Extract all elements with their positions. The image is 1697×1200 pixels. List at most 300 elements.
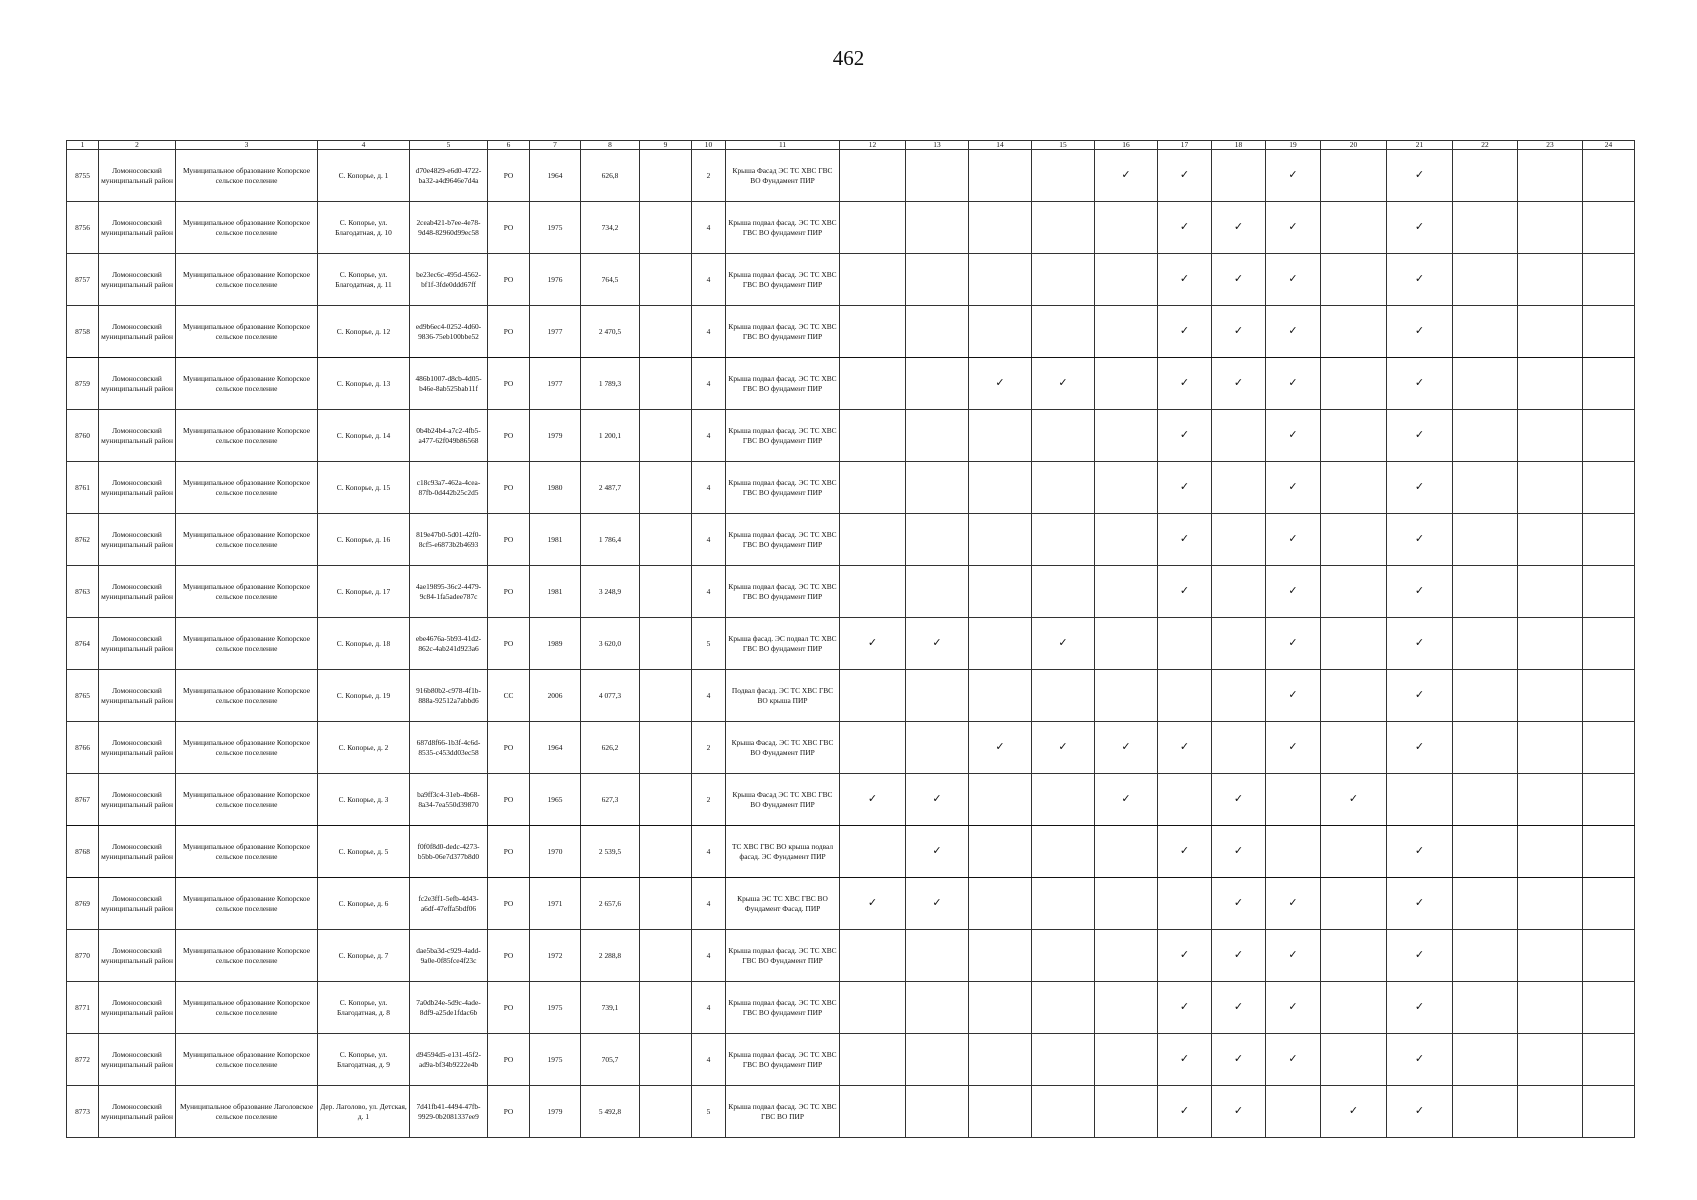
check-cell — [1158, 826, 1212, 878]
table-row — [67, 150, 1635, 202]
municipality-cell: Муниципальное образование Копорское сельское поселение — [176, 930, 318, 982]
works-cell: Крыша подвал фасад. ЭС ТС ХВС ГВС ВО фундамент ПИР — [726, 1034, 840, 1086]
check-cell — [1212, 306, 1266, 358]
municipality-cell: Муниципальное образование Копорское сельское поселение — [176, 462, 318, 514]
check-cell — [1518, 514, 1583, 566]
check-cell — [1387, 410, 1453, 462]
check-cell — [840, 1086, 906, 1138]
municipality-cell: Муниципальное образование Копорское сельское поселение — [176, 410, 318, 462]
table-row — [67, 826, 1635, 878]
year-cell: 1972 — [530, 930, 581, 982]
check-cell — [1095, 1034, 1158, 1086]
check-cell — [1095, 1086, 1158, 1138]
floors-cell: 4 — [692, 878, 726, 930]
check-mark-icon: ✓ — [1288, 637, 1298, 650]
check-cell — [1266, 358, 1321, 410]
year-cell: 1970 — [530, 826, 581, 878]
check-cell — [1583, 618, 1635, 670]
check-cell — [1158, 670, 1212, 722]
check-mark-icon: ✓ — [1058, 637, 1068, 650]
check-cell — [840, 358, 906, 410]
type-cell: РО — [488, 306, 530, 358]
address-cell: С. Копорье, ул. Благодатная, д. 11 — [318, 254, 410, 306]
check-cell — [1453, 566, 1518, 618]
check-cell — [1095, 722, 1158, 774]
check-cell — [1032, 774, 1095, 826]
column-number: 15 — [1032, 141, 1095, 150]
check-mark-icon: ✓ — [1414, 273, 1425, 286]
check-cell — [1095, 254, 1158, 306]
municipality-cell: Муниципальное образование Копорское сельское поселение — [176, 566, 318, 618]
check-cell — [840, 306, 906, 358]
year-cell: 1964 — [530, 150, 581, 202]
works-cell: Крыша подвал фасад. ЭС ТС ХВС ГВС ВО фундамент ПИР — [726, 358, 840, 410]
check-cell — [906, 358, 969, 410]
check-cell — [969, 722, 1032, 774]
district-cell: Ломоносовский муниципальный район — [99, 202, 176, 254]
column-9-cell — [640, 930, 692, 982]
column-9-cell — [640, 566, 692, 618]
check-mark-icon: ✓ — [1179, 1105, 1190, 1118]
column-number: 23 — [1518, 141, 1583, 150]
check-mark-icon: ✓ — [995, 741, 1005, 754]
row-number: 8767 — [67, 774, 99, 826]
municipality-cell: Муниципальное образование Копорское сельское поселение — [176, 202, 318, 254]
check-cell — [1032, 202, 1095, 254]
floors-cell: 4 — [692, 306, 726, 358]
area-cell: 764,5 — [581, 254, 640, 306]
check-cell — [1158, 1034, 1212, 1086]
column-number: 19 — [1266, 141, 1321, 150]
district-cell: Ломоносовский муниципальный район — [99, 826, 176, 878]
check-mark-icon: ✓ — [1414, 169, 1425, 182]
check-cell — [969, 826, 1032, 878]
check-cell — [1518, 930, 1583, 982]
municipality-cell: Муниципальное образование Копорское сельское поселение — [176, 618, 318, 670]
check-cell — [1321, 358, 1387, 410]
row-number: 8773 — [67, 1086, 99, 1138]
year-cell: 1981 — [530, 514, 581, 566]
table-row — [67, 878, 1635, 930]
type-cell: РО — [488, 930, 530, 982]
floors-cell: 5 — [692, 1086, 726, 1138]
area-cell: 627,3 — [581, 774, 640, 826]
check-mark-icon: ✓ — [1414, 1105, 1425, 1118]
check-cell — [1095, 358, 1158, 410]
check-cell — [1095, 410, 1158, 462]
check-cell — [1387, 670, 1453, 722]
check-mark-icon: ✓ — [1288, 429, 1298, 442]
check-mark-icon: ✓ — [1121, 169, 1131, 182]
check-cell — [969, 462, 1032, 514]
address-cell: С. Копорье, д. 5 — [318, 826, 410, 878]
row-number: 8766 — [67, 722, 99, 774]
check-cell — [1583, 670, 1635, 722]
type-cell: РО — [488, 566, 530, 618]
check-cell — [1032, 306, 1095, 358]
guid-cell: 2ceab421-b7ee-4e78-9d48-82960d99ec58 — [410, 202, 488, 254]
check-cell — [1266, 774, 1321, 826]
check-mark-icon: ✓ — [1288, 325, 1298, 338]
housing-register-table — [66, 140, 1635, 1138]
municipality-cell: Муниципальное образование Копорское сельское поселение — [176, 306, 318, 358]
table-row — [67, 202, 1635, 254]
check-cell — [1266, 462, 1321, 514]
column-number: 16 — [1095, 141, 1158, 150]
column-number: 13 — [906, 141, 969, 150]
area-cell: 3 248,9 — [581, 566, 640, 618]
year-cell: 1965 — [530, 774, 581, 826]
type-cell: РО — [488, 358, 530, 410]
check-cell — [840, 514, 906, 566]
check-cell — [906, 774, 969, 826]
check-cell — [1321, 1086, 1387, 1138]
check-cell — [969, 618, 1032, 670]
check-cell — [1518, 306, 1583, 358]
table-row — [67, 514, 1635, 566]
check-mark-icon: ✓ — [1414, 1053, 1425, 1066]
check-cell — [906, 566, 969, 618]
area-cell: 4 077,3 — [581, 670, 640, 722]
check-cell — [906, 202, 969, 254]
check-cell — [906, 462, 969, 514]
column-number: 21 — [1387, 141, 1453, 150]
check-cell — [1321, 150, 1387, 202]
check-mark-icon: ✓ — [932, 793, 942, 806]
check-mark-icon: ✓ — [1288, 897, 1298, 910]
check-cell — [1158, 930, 1212, 982]
check-cell — [906, 670, 969, 722]
column-number-row — [67, 141, 1635, 150]
check-cell — [969, 514, 1032, 566]
column-9-cell — [640, 514, 692, 566]
column-number: 22 — [1453, 141, 1518, 150]
table-row — [67, 722, 1635, 774]
column-number: 4 — [318, 141, 410, 150]
check-cell — [1032, 410, 1095, 462]
check-mark-icon: ✓ — [1414, 325, 1425, 338]
check-cell — [840, 618, 906, 670]
municipality-cell: Муниципальное образование Копорское сельское поселение — [176, 150, 318, 202]
column-number: 7 — [530, 141, 581, 150]
check-cell — [1518, 150, 1583, 202]
check-cell — [1453, 1034, 1518, 1086]
check-cell — [906, 982, 969, 1034]
address-cell: С. Копорье, д. 19 — [318, 670, 410, 722]
check-cell — [1212, 410, 1266, 462]
check-cell — [1518, 982, 1583, 1034]
type-cell: РО — [488, 1034, 530, 1086]
works-cell: ТС ХВС ГВС ВО крыша подвал фасад. ЭС Фундамент ПИР — [726, 826, 840, 878]
check-mark-icon: ✓ — [1414, 689, 1425, 702]
check-cell — [1266, 1086, 1321, 1138]
check-cell — [1095, 566, 1158, 618]
check-cell — [1212, 358, 1266, 410]
check-cell — [840, 254, 906, 306]
check-cell — [1266, 878, 1321, 930]
column-number: 3 — [176, 141, 318, 150]
address-cell: С. Копорье, ул. Благодатная, д. 9 — [318, 1034, 410, 1086]
check-cell — [1453, 826, 1518, 878]
type-cell: РО — [488, 202, 530, 254]
column-9-cell — [640, 410, 692, 462]
check-cell — [1583, 722, 1635, 774]
floors-cell: 4 — [692, 826, 726, 878]
works-cell: Подвал фасад. ЭС ТС ХВС ГВС ВО крыша ПИР — [726, 670, 840, 722]
district-cell: Ломоносовский муниципальный район — [99, 878, 176, 930]
check-cell — [1212, 150, 1266, 202]
check-cell — [1387, 618, 1453, 670]
area-cell: 1 200,1 — [581, 410, 640, 462]
check-mark-icon: ✓ — [1414, 741, 1425, 754]
check-mark-icon: ✓ — [1414, 377, 1425, 390]
district-cell: Ломоносовский муниципальный район — [99, 1034, 176, 1086]
check-cell — [1032, 566, 1095, 618]
check-cell — [840, 1034, 906, 1086]
check-mark-icon: ✓ — [1288, 169, 1298, 182]
check-cell — [1032, 618, 1095, 670]
district-cell: Ломоносовский муниципальный район — [99, 722, 176, 774]
check-cell — [1583, 150, 1635, 202]
column-number: 1 — [67, 141, 99, 150]
check-cell — [1212, 1086, 1266, 1138]
type-cell: РО — [488, 1086, 530, 1138]
check-cell — [1158, 202, 1212, 254]
check-cell — [1212, 254, 1266, 306]
works-cell: Крыша подвал фасад. ЭС ТС ХВС ГВС ВО фундамент ПИР — [726, 566, 840, 618]
district-cell: Ломоносовский муниципальный район — [99, 514, 176, 566]
check-mark-icon: ✓ — [1233, 793, 1244, 806]
check-cell — [1387, 358, 1453, 410]
address-cell: С. Копорье, д. 2 — [318, 722, 410, 774]
column-number: 5 — [410, 141, 488, 150]
check-mark-icon: ✓ — [1288, 481, 1298, 494]
check-mark-icon: ✓ — [1348, 1105, 1359, 1118]
type-cell: РО — [488, 254, 530, 306]
check-cell — [969, 150, 1032, 202]
check-cell — [1321, 722, 1387, 774]
address-cell: С. Копорье, д. 15 — [318, 462, 410, 514]
guid-cell: d94594d5-e131-45f2-ad9a-bf34b9222e4b — [410, 1034, 488, 1086]
check-mark-icon: ✓ — [1414, 897, 1425, 910]
column-number: 14 — [969, 141, 1032, 150]
check-cell — [906, 930, 969, 982]
floors-cell: 4 — [692, 410, 726, 462]
check-mark-icon: ✓ — [1414, 1001, 1425, 1014]
check-cell — [1583, 982, 1635, 1034]
address-cell: Дер. Лаголово, ул. Детская, д. 1 — [318, 1086, 410, 1138]
check-cell — [1321, 670, 1387, 722]
guid-cell: ebe4676a-5b93-41d2-862c-4ab241d923a6 — [410, 618, 488, 670]
check-mark-icon: ✓ — [867, 897, 878, 910]
check-cell — [1212, 878, 1266, 930]
check-mark-icon: ✓ — [1233, 949, 1244, 962]
works-cell: Крыша подвал фасад. ЭС ТС ХВС ГВС ВО фундамент ПИР — [726, 462, 840, 514]
address-cell: С. Копорье, д. 1 — [318, 150, 410, 202]
check-cell — [1518, 722, 1583, 774]
check-cell — [840, 826, 906, 878]
check-cell — [1518, 618, 1583, 670]
check-cell — [1518, 670, 1583, 722]
row-number: 8760 — [67, 410, 99, 462]
check-cell — [1266, 1034, 1321, 1086]
floors-cell: 4 — [692, 982, 726, 1034]
check-cell — [1387, 306, 1453, 358]
check-mark-icon: ✓ — [1288, 533, 1298, 546]
check-cell — [840, 878, 906, 930]
check-cell — [1321, 306, 1387, 358]
check-cell — [906, 1034, 969, 1086]
check-mark-icon: ✓ — [1121, 741, 1131, 754]
guid-cell: 7d41fb41-4494-47fb-9929-0b2081337ee9 — [410, 1086, 488, 1138]
check-cell — [1158, 774, 1212, 826]
check-mark-icon: ✓ — [1288, 949, 1298, 962]
check-cell — [969, 774, 1032, 826]
check-cell — [1387, 566, 1453, 618]
area-cell: 2 470,5 — [581, 306, 640, 358]
check-cell — [1032, 982, 1095, 1034]
district-cell: Ломоносовский муниципальный район — [99, 410, 176, 462]
check-cell — [969, 670, 1032, 722]
area-cell: 2 288,8 — [581, 930, 640, 982]
check-mark-icon: ✓ — [1058, 741, 1068, 754]
check-cell — [1321, 878, 1387, 930]
column-9-cell — [640, 670, 692, 722]
column-number: 9 — [640, 141, 692, 150]
address-cell: С. Копорье, д. 12 — [318, 306, 410, 358]
table-row — [67, 254, 1635, 306]
works-cell: Крыша фасад. ЭС подвал ТС ХВС ГВС ВО фундамент ПИР — [726, 618, 840, 670]
works-cell: Крыша подвал фасад. ЭС ТС ХВС ГВС ВО фундамент ПИР — [726, 254, 840, 306]
year-cell: 1976 — [530, 254, 581, 306]
floors-cell: 4 — [692, 566, 726, 618]
check-mark-icon: ✓ — [1233, 273, 1244, 286]
check-cell — [1212, 826, 1266, 878]
row-number: 8771 — [67, 982, 99, 1034]
column-9-cell — [640, 1034, 692, 1086]
check-mark-icon: ✓ — [1414, 481, 1425, 494]
address-cell: С. Копорье, д. 18 — [318, 618, 410, 670]
municipality-cell: Муниципальное образование Копорское сельское поселение — [176, 774, 318, 826]
column-number: 18 — [1212, 141, 1266, 150]
type-cell: РО — [488, 826, 530, 878]
check-cell — [1095, 826, 1158, 878]
district-cell: Ломоносовский муниципальный район — [99, 670, 176, 722]
check-cell — [1453, 774, 1518, 826]
check-cell — [906, 514, 969, 566]
check-cell — [840, 722, 906, 774]
type-cell: РО — [488, 982, 530, 1034]
municipality-cell: Муниципальное образование Копорское сельское поселение — [176, 982, 318, 1034]
works-cell: Крыша подвал фасад. ЭС ТС ХВС ГВС ВО Фундамент ПИР — [726, 930, 840, 982]
guid-cell: 486b1007-d8cb-4d05-b46e-8ab525bab11f — [410, 358, 488, 410]
check-mark-icon: ✓ — [1414, 221, 1425, 234]
guid-cell: 916b80b2-c978-4f1b-888a-92512a7abbd6 — [410, 670, 488, 722]
check-cell — [1518, 358, 1583, 410]
check-cell — [906, 410, 969, 462]
check-mark-icon: ✓ — [1179, 273, 1190, 286]
check-cell — [840, 462, 906, 514]
check-cell — [1387, 1086, 1453, 1138]
district-cell: Ломоносовский муниципальный район — [99, 358, 176, 410]
column-9-cell — [640, 358, 692, 410]
check-cell — [1453, 202, 1518, 254]
check-cell — [1518, 410, 1583, 462]
works-cell: Крыша подвал фасад. ЭС ТС ХВС ГВС ВО ПИР — [726, 1086, 840, 1138]
check-mark-icon: ✓ — [1414, 845, 1425, 858]
check-cell — [1032, 1034, 1095, 1086]
check-cell — [1387, 774, 1453, 826]
check-mark-icon: ✓ — [1179, 1001, 1190, 1014]
check-cell — [1032, 722, 1095, 774]
check-cell — [1158, 254, 1212, 306]
municipality-cell: Муниципальное образование Копорское сельское поселение — [176, 826, 318, 878]
column-number: 11 — [726, 141, 840, 150]
check-cell — [1321, 566, 1387, 618]
district-cell: Ломоносовский муниципальный район — [99, 1086, 176, 1138]
check-mark-icon: ✓ — [1288, 221, 1298, 234]
check-mark-icon: ✓ — [1179, 169, 1190, 182]
check-mark-icon: ✓ — [1288, 273, 1298, 286]
guid-cell: 4ae19895-36c2-4479-9c84-1fa5adee787c — [410, 566, 488, 618]
floors-cell: 5 — [692, 618, 726, 670]
check-mark-icon: ✓ — [1233, 1105, 1244, 1118]
table-row — [67, 774, 1635, 826]
check-cell — [1518, 202, 1583, 254]
address-cell: С. Копорье, д. 6 — [318, 878, 410, 930]
check-cell — [1321, 930, 1387, 982]
floors-cell: 4 — [692, 254, 726, 306]
check-mark-icon: ✓ — [1233, 377, 1244, 390]
check-mark-icon: ✓ — [1414, 533, 1425, 546]
check-mark-icon: ✓ — [1348, 793, 1359, 806]
works-cell: Крыша ЭС ТС ХВС ГВС ВО Фундамент Фасад. ПИР — [726, 878, 840, 930]
address-cell: С. Копорье, ул. Благодатная, д. 8 — [318, 982, 410, 1034]
check-cell — [1518, 878, 1583, 930]
column-9-cell — [640, 878, 692, 930]
check-cell — [1453, 150, 1518, 202]
check-cell — [1321, 514, 1387, 566]
district-cell: Ломоносовский муниципальный район — [99, 930, 176, 982]
check-cell — [1095, 150, 1158, 202]
year-cell: 1989 — [530, 618, 581, 670]
check-cell — [1583, 930, 1635, 982]
municipality-cell: Муниципальное образование Копорское сельское поселение — [176, 670, 318, 722]
check-cell — [969, 254, 1032, 306]
check-cell — [1158, 722, 1212, 774]
check-cell — [1158, 462, 1212, 514]
check-cell — [1032, 878, 1095, 930]
check-cell — [1266, 930, 1321, 982]
guid-cell: dae5ba3d-c929-4add-9a0e-0f85fce4f23c — [410, 930, 488, 982]
municipality-cell: Муниципальное образование Копорское сельское поселение — [176, 358, 318, 410]
type-cell: РО — [488, 514, 530, 566]
table-row — [67, 1034, 1635, 1086]
check-mark-icon: ✓ — [867, 793, 878, 806]
check-mark-icon: ✓ — [1288, 1001, 1298, 1014]
guid-cell: 819e47b0-5d01-42f0-8cf5-e6873b2b4693 — [410, 514, 488, 566]
check-cell — [1032, 358, 1095, 410]
municipality-cell: Муниципальное образование Копорское сельское поселение — [176, 722, 318, 774]
column-9-cell — [640, 202, 692, 254]
address-cell: С. Копорье, д. 17 — [318, 566, 410, 618]
check-cell — [1212, 514, 1266, 566]
check-cell — [1095, 306, 1158, 358]
type-cell: РО — [488, 618, 530, 670]
row-number: 8770 — [67, 930, 99, 982]
floors-cell: 4 — [692, 358, 726, 410]
check-cell — [906, 1086, 969, 1138]
